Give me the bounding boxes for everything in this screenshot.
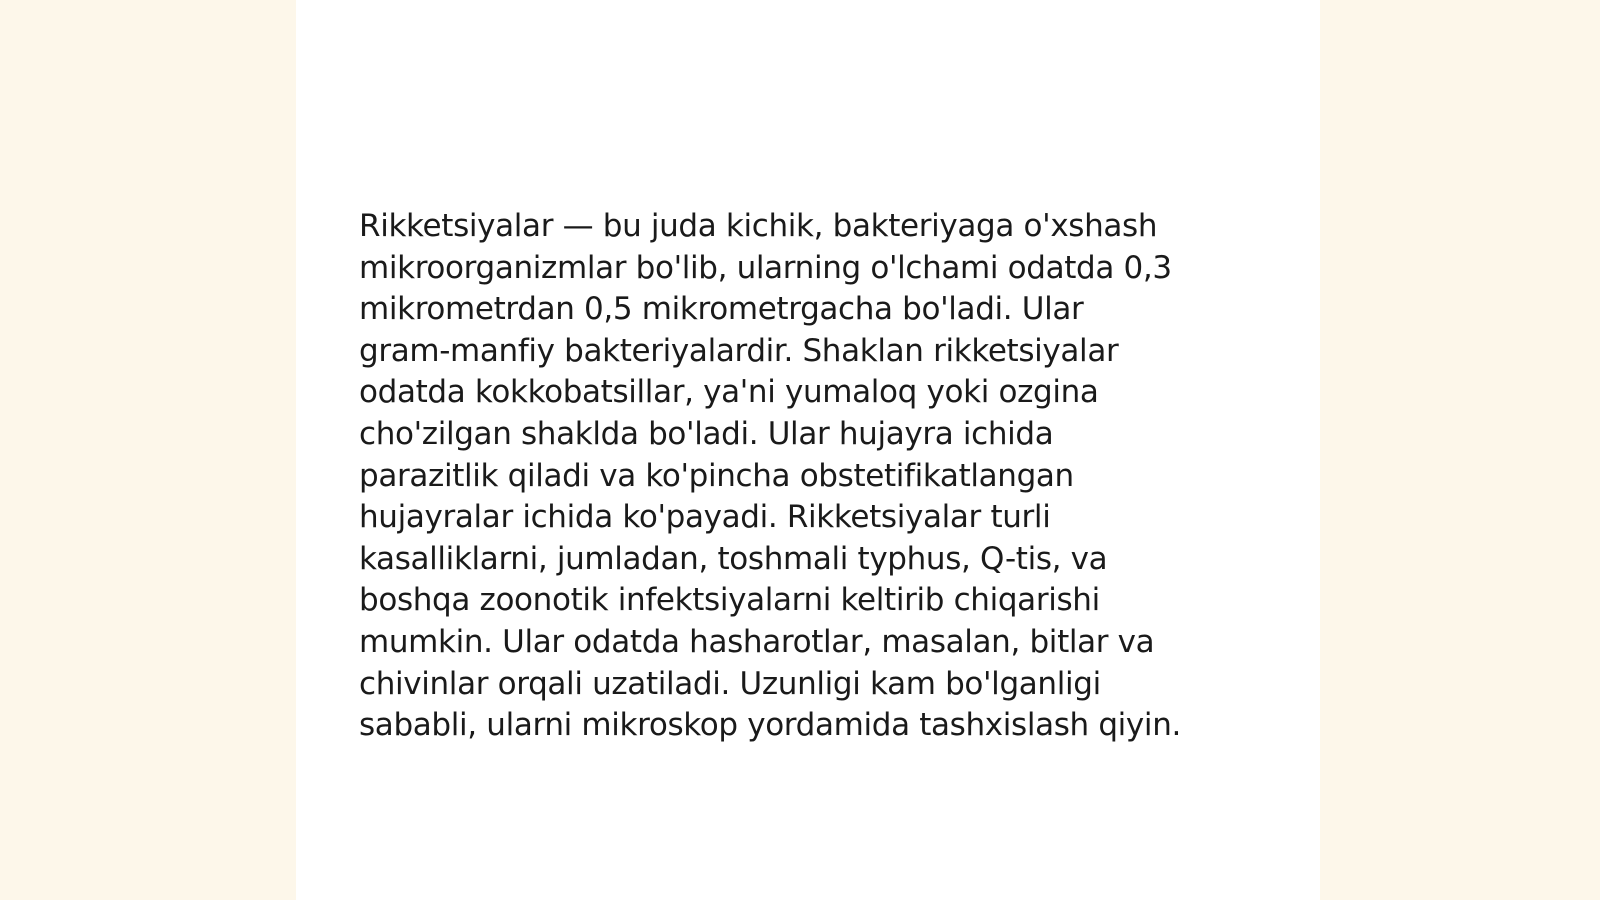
paragraph-line: mikrometrdan 0,5 mikrometrgacha bo'ladi. Ular (359, 291, 1084, 328)
paragraph-line: hujayralar ichida ko'payadi. Rikketsiyalar turli (359, 499, 1051, 536)
paragraph-line: cho'zilgan shaklda bo'ladi. Ular hujayra ichida (359, 415, 1054, 452)
paragraph-line: gram-manfiy bakteriyalardir. Shaklan rikketsiyalar (359, 332, 1119, 369)
paragraph-line: mikroorganizmlar bo'lib, ularning o'lchami odatda 0,3 (359, 249, 1172, 286)
paragraph-line: odatda kokkobatsillar, ya'ni yumaloq yoki ozgina (359, 374, 1099, 411)
slide (296, 0, 1320, 900)
paragraph-line: sababli, ularni mikroskop yordamida tashxislash qiyin. (359, 707, 1181, 744)
paragraph-line: boshqa zoonotik infektsiyalarni keltirib chiqarishi (359, 582, 1100, 619)
paragraph-line: chivinlar orqali uzatiladi. Uzunligi kam bo'lganligi (359, 665, 1101, 702)
body-paragraph (359, 206, 1259, 747)
paragraph-line: mumkin. Ular odatda hasharotlar, masalan, bitlar va (359, 623, 1155, 660)
paragraph-line: kasalliklarni, jumladan, toshmali typhus, Q-tis, va (359, 540, 1108, 577)
paragraph-line: Rikketsiyalar — bu juda kichik, bakteriyaga o'xshash (359, 208, 1158, 244)
paragraph-line: parazitlik qiladi va ko'pincha obstetifikatlangan (359, 457, 1074, 494)
